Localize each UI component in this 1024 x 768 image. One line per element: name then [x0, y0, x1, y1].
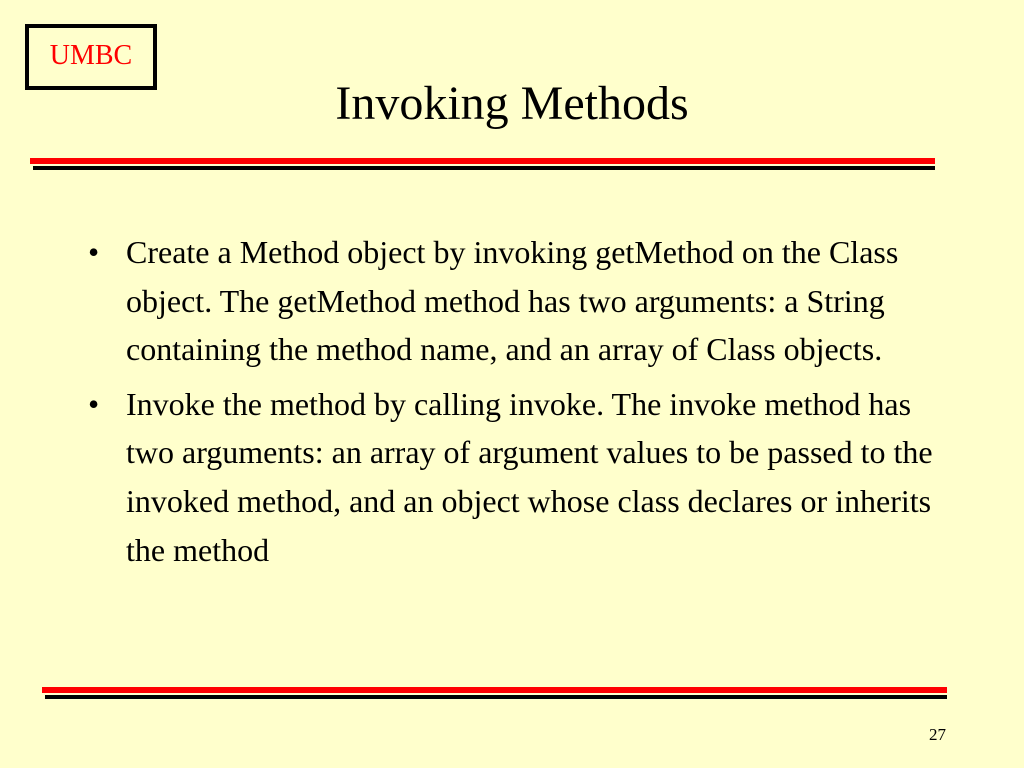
top-rule-red — [30, 158, 935, 164]
slide-title: Invoking Methods — [335, 77, 689, 130]
bottom-rule-black — [45, 695, 947, 699]
bullet-marker: • — [88, 385, 100, 422]
bullet-item — [80, 380, 960, 574]
bullet-item — [80, 228, 960, 374]
bullet-text: Invoke the method by calling invoke. The invoke method has two arguments: an array of argument values to be passed to the invoked method, and an object whose class declares or inherits the method — [126, 385, 933, 568]
page-number: 27 — [929, 725, 946, 744]
bullet-marker: • — [88, 234, 100, 270]
bottom-rule-red — [42, 687, 947, 693]
logo-text: UMBC — [49, 40, 133, 71]
top-rule-black — [33, 166, 935, 170]
bullet-list — [80, 228, 960, 580]
bullet-text: Create a Method object by invoking getMethod on the Class object. The getMethod method has two arguments: a String containing the method name, and an array of Class objects. — [126, 234, 899, 368]
